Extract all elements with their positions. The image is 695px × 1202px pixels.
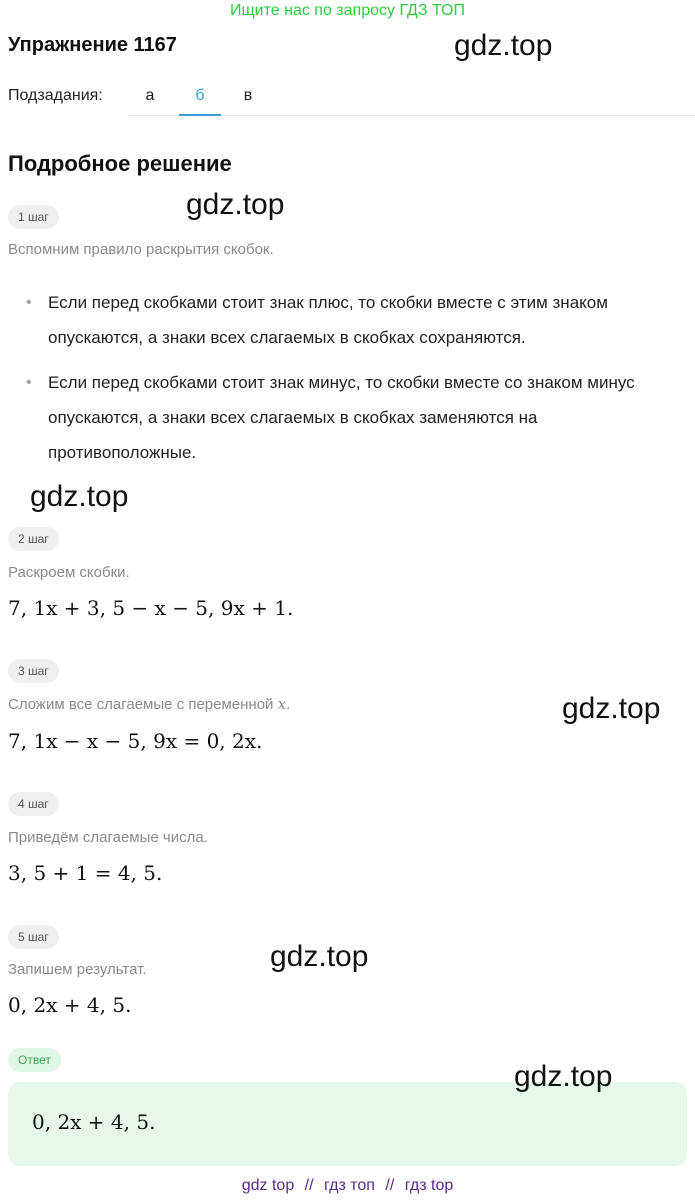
footer-link-gdz-top[interactable]: gdz top — [241, 1177, 295, 1194]
step-hint-5: Запишем результат. — [8, 961, 147, 978]
footer-links — [0, 1177, 695, 1195]
step-hint-2: Раскроем скобки. — [8, 564, 130, 581]
step-hint-1: Вспомним правило раскрытия скобок. — [8, 241, 274, 258]
step-formula-3: 7, 1x − x − 5, 9x = 0, 2x. — [8, 729, 263, 753]
subtask-tabs — [129, 80, 695, 116]
step-hint-3-suffix: . — [286, 696, 291, 713]
answer-formula: 0, 2x + 4, 5. — [32, 1110, 156, 1134]
footer-separator: // — [304, 1177, 314, 1194]
watermark: gdz.top — [270, 940, 369, 973]
step-badge-4: 4 шаг — [8, 792, 59, 816]
step-hint-3-var: x — [277, 695, 287, 713]
watermark: gdz.top — [454, 29, 553, 62]
watermark: gdz.top — [514, 1060, 613, 1093]
rule-item-minus: • Если перед скобками стоит знак минус, то скобки вместе со знаком минус опускаются, а знаки всех слагаемых в скобках заменяются на противоположные. — [22, 365, 672, 470]
step-formula-5: 0, 2x + 4, 5. — [8, 993, 132, 1017]
footer-link-gdz-top-mixed[interactable]: гдз top — [404, 1177, 454, 1194]
footer-separator: // — [385, 1177, 395, 1194]
subtasks-label: Подзадания: — [8, 87, 103, 104]
tab-subtask-a[interactable]: а — [145, 87, 155, 104]
search-banner: Ищите нас по запросу ГДЗ ТОП — [230, 2, 465, 19]
step-badge-3: 3 шаг — [8, 659, 59, 683]
step-badge-5: 5 шаг — [8, 925, 59, 949]
rule-list — [22, 285, 672, 480]
step-formula-4: 3, 5 + 1 = 4, 5. — [8, 861, 163, 885]
step-badge-2: 2 шаг — [8, 527, 59, 551]
step-hint-4: Приведём слагаемые числа. — [8, 829, 208, 846]
rule-item-plus: • Если перед скобками стоит знак плюс, то скобки вместе с этим знаком опускаются, а знаки всех слагаемых в скобках сохраняются. — [22, 285, 672, 355]
page-title: Упражнение 1167 — [8, 34, 177, 56]
watermark: gdz.top — [186, 188, 285, 221]
step-hint-3-text: Сложим все слагаемые с переменной — [8, 696, 278, 713]
step-hint-3 — [8, 695, 290, 713]
step-formula-2: 7, 1x + 3, 5 − x − 5, 9x + 1. — [8, 596, 294, 620]
footer-link-gdz-top-ru[interactable]: гдз топ — [324, 1177, 375, 1194]
tab-subtask-v[interactable]: в — [243, 87, 253, 104]
watermark: gdz.top — [30, 480, 129, 513]
watermark: gdz.top — [562, 692, 661, 725]
answer-badge: Ответ — [8, 1048, 61, 1072]
tab-subtask-b[interactable]: б — [179, 80, 221, 116]
section-title: Подробное решение — [8, 151, 232, 176]
step-badge-1: 1 шаг — [8, 205, 59, 229]
